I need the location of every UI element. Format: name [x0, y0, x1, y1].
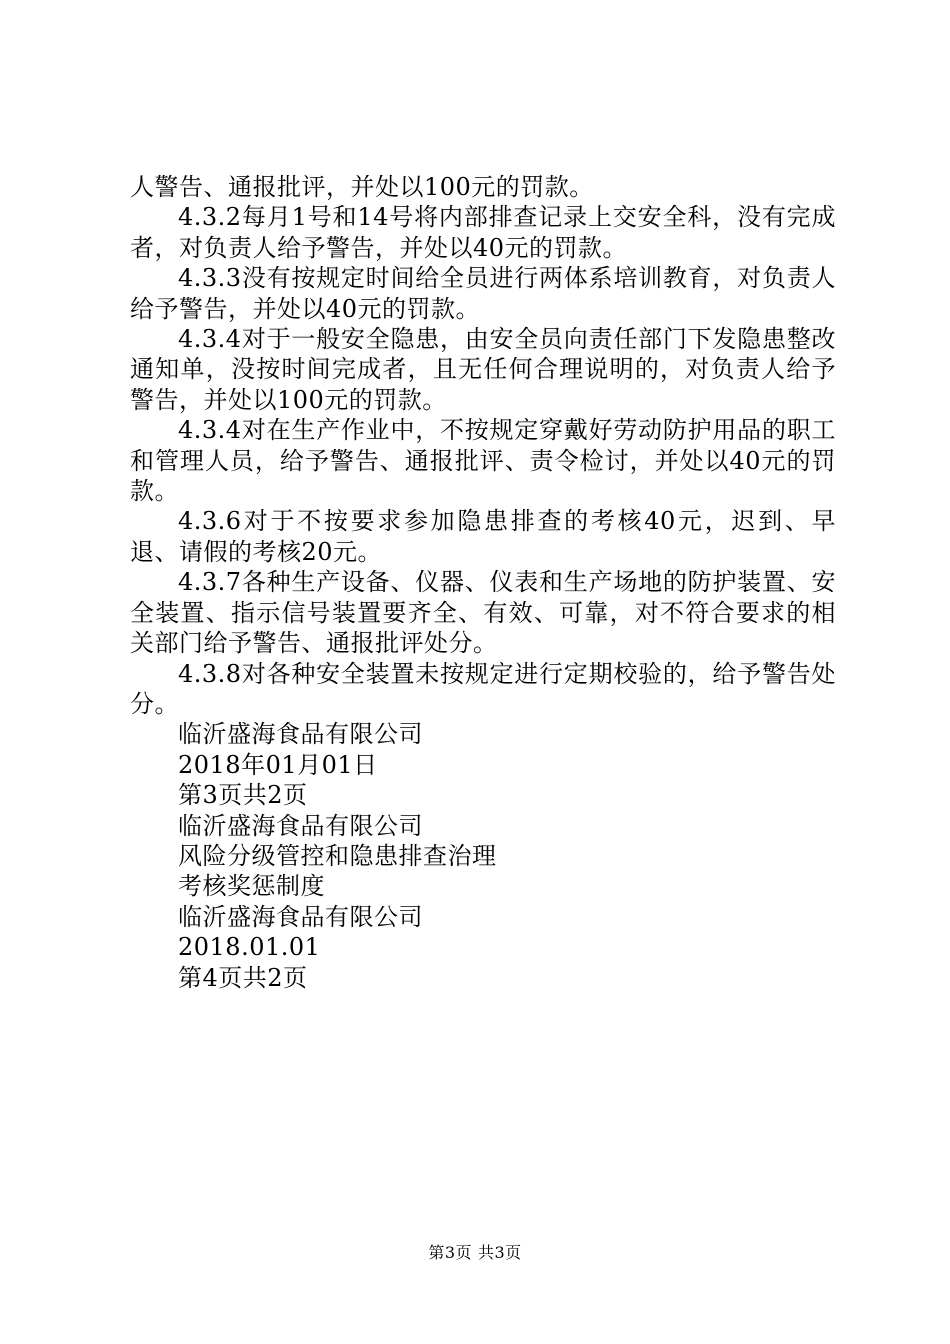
- footer-page-number: 第3页: [428, 1243, 472, 1262]
- paragraph: 4.3.7各种生产设备、仪器、仪表和生产场地的防护装置、安全装置、指示信号装置要齐全、有效、可靠，对不符合要求的相关部门给予警告、通报批评处分。: [130, 568, 836, 658]
- page-note-line: 第3页共2页: [178, 781, 308, 810]
- document-body: [130, 172, 836, 993]
- paragraph: 4.3.8对各种安全装置未按规定进行定期校验的，给予警告处分。: [130, 659, 836, 718]
- subtitle-line: 考核奖惩制度: [178, 872, 325, 901]
- footer-page-total: 共3页: [478, 1243, 522, 1262]
- paragraph: 4.3.3没有按规定时间给全员进行两体系培训教育，对负责人给予警告，并处以40元的罚款。: [130, 264, 836, 323]
- company-name-line: 临沂盛海食品有限公司: [178, 902, 423, 931]
- company-name-line: 临沂盛海食品有限公司: [178, 811, 423, 840]
- paragraph: 4.3.4对于一般安全隐患，由安全员向责任部门下发隐患整改通知单，没按时间完成者，且无任何合理说明的，对负责人给予警告，并处以100元的罚款。: [130, 325, 836, 414]
- paragraph: 4.3.2每月1号和14号将内部排查记录上交安全科，没有完成者，对负责人给予警告，并处以40元的罚款。: [130, 203, 836, 262]
- paragraph: 4.3.6对于不按要求参加隐患排查的考核40元，迟到、早退、请假的考核20元。: [130, 507, 836, 566]
- page-footer: [0, 1243, 950, 1263]
- page-note-line: 第4页共2页: [178, 963, 308, 992]
- date-line: 2018.01.01: [178, 933, 321, 962]
- company-name-line: 临沂盛海食品有限公司: [178, 720, 423, 749]
- paragraph: 人警告、通报批评，并处以100元的罚款。: [130, 173, 594, 201]
- paragraph: 4.3.4对在生产作业中，不按规定穿戴好劳动防护用品的职工和管理人员，给予警告、通报批评、责令检讨，并处以40元的罚款。: [130, 416, 836, 506]
- date-line: 2018年01月01日: [178, 750, 378, 779]
- title-line: 风险分级管控和隐患排查治理: [178, 841, 497, 870]
